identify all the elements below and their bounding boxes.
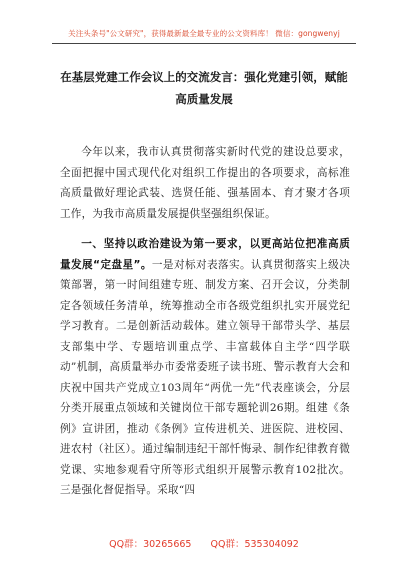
document-body: [60, 142, 350, 501]
intro-paragraph: 今年以来，我市认真贯彻落实新时代党的建设总要求，全面把握中国式现代化对组织工作提出的各项要求，高标准高质量做好理论武装、选贤任能、强基固本、育才聚才各项工作，为我市高质量发展提供坚强组织保证。: [60, 146, 350, 220]
section-1-text: 一是对标对表落实。认真贯彻落实上级决策部署，第一时间组建专班、制发方案、召开会议，分类制定各领域任务清单，统筹推动全市各级党组织扎实开展党纪学习教育。二是创新活动载体。建立领导干部带头学、基层支部集中学、专题培训重点学、丰富载体自主学“四学联动”机制，高质量举办市委常委班子读书班、警示教育大会和庆祝中国共产党成立103周年“两优一先”代表座谈会，分层分类开展重点领域和关键岗位干部专题轮训26期。组建《条例》宣讲团，推动《条例》宣传进机关、进医院、进校园、进农村（社区）。通过编制违纪干部忏悔录、制作纪律教育微党课、实地参观看守所等形式组织开展警示教育102批次。三是强化督促指导。采取“四: [60, 258, 350, 496]
header-notice: 关注头条号"公文研究"，获得最新最全最专业的公文资料库！ 微信：gongwenyj: [68, 29, 340, 38]
page-footer: [0, 536, 408, 550]
paragraph-gap: [60, 224, 350, 234]
footer-qq-group-1: QQ群：30265665: [109, 539, 192, 550]
section-1-heading: 一、坚持以政治建设为第一要求，以更高站位把准高质量发展“定盘星”。: [60, 238, 350, 271]
page-header: [0, 0, 408, 50]
header-divider: [52, 43, 356, 44]
footer-qq-group-2: QQ群：535304092: [210, 539, 299, 550]
section-1-paragraph: [60, 234, 350, 501]
document-title: 在基层党建工作会议上的交流发言：强化党建引领，赋能高质量发展: [60, 70, 348, 106]
